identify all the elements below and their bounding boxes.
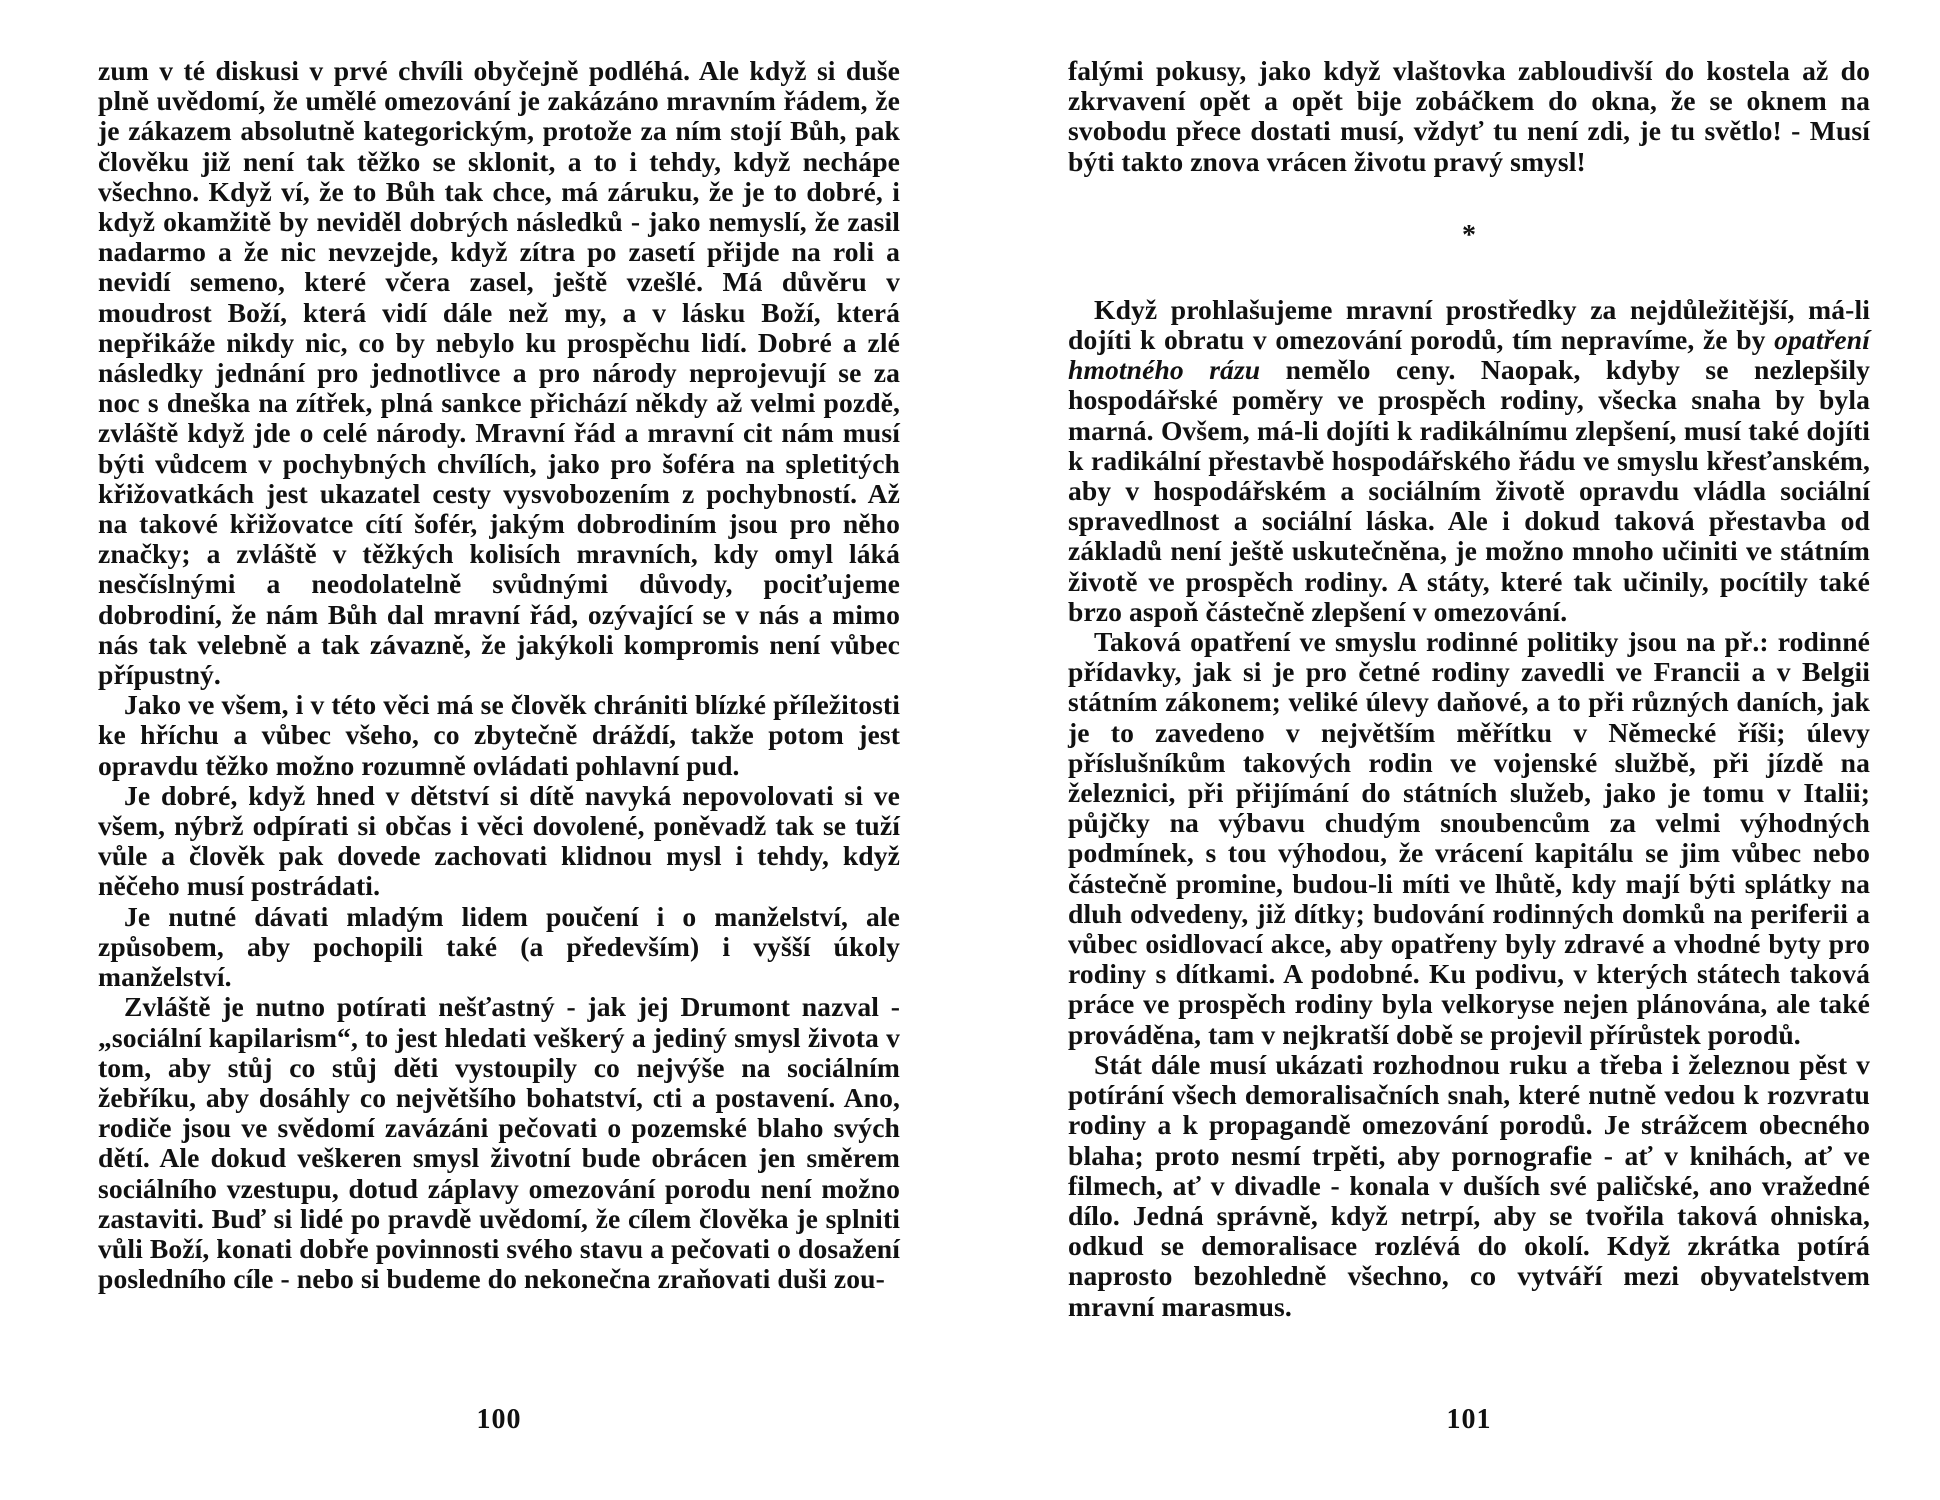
right-paragraph-1 <box>1068 295 1870 627</box>
left-paragraph-5: Zvláště je nutno potírati nešťastný - jak jej Drumont nazval - „sociální kapilarism“, to jest hledati veškerý a jediný smysl života v tom, aby stůj co stůj děti vystoupily co nejvýše na sociálním žebříku, aby dosáhly co největšího bohatství, cti a postavení. Ano, rodiče jsou ve svědomí zavázáni pečovati o pozemské blaho svých dětí. Ale dokud veškeren smysl životní bude obrácen jen směrem sociálního vzestupu, dotud záplavy omezování porodu není možno zastaviti. Buď si lidé po pravdě uvědomí, že cílem člověka je splniti vůli Boží, konati dobře povinnosti svého stavu a pečovati o dosažení posledního cíle - nebo si budeme do nekonečna zraňovati duši zou- <box>98 991 900 1295</box>
right-page-text <box>1068 56 1870 1322</box>
right-paragraph-2: Taková opatření ve smyslu rodinné politiky jsou na př.: rodinné přídavky, jak si je pro četné rodiny zavedli ve Francii a v Belgii státním zákonem; veliké úlevy daňové, a to při různých daních, jak je to zavedeno v největším měřítku v Německé říši; úlevy příslušníkům takových rodin ve vojenské službě, při jízdě na železnici, při přijímání do státních služeb, jako je tomu v Italii; půjčky na výbavu chudým snoubencům za velmi výhodných podmínek, s tou výhodou, že vrácení kapitálu se jim vůbec nebo částečně promine, budou-li míti ve lhůtě, kdy mají býti splátky na dluh odvedeny, již dítky; budování rodinných domků na periferii a vůbec osidlovací akce, aby opatřeny byly zdravé a vhodné byty pro rodiny s dítkami. A podobné. Ku podivu, v kterých státech taková práce ve prospěch rodiny byla velkoryse nejen plánována, ale také prováděna, tam v nejkratší době se projevil přírůstek porodů. <box>1068 626 1870 1050</box>
left-paragraph-3: Je dobré, když hned v dětství si dítě navyká nepovolovati si ve všem, nýbrž odpírati si občas i věci dovolené, poněvadž tak se tuží vůle a člověk pak dovede zachovati klidnou mysl i tehdy, když něčeho musí postrádati. <box>98 779 900 902</box>
left-page <box>98 56 900 1456</box>
left-paragraph-1: zum v té diskusi v prvé chvíli obyčejně podléhá. Ale když si duše plně uvědomí, že umělé omezování je zakázáno mravním řádem, že je zákazem absolutně kategorickým, protože za ním stojí Bůh, pak člověku již není tak těžko se sklonit, a to i tehdy, když nechápe všechno. Když ví, že to Bůh tak chce, má záruku, že je to dobré, i když okamžitě by neviděl dobrých následků - jako nemyslí, že zasil nadarmo a že nic nevzejde, když zítra po zasetí přijde na roli a nevidí semeno, které včera zasel, ještě vzešlé. Má důvěru v moudrost Boží, která vidí dále než my, a v lásku Boží, která nepřikáže nikdy nic, co by nebylo ku prospěchu lidí. Dobré a zlé následky jednání pro jednotlivce a pro národy neprojevují se za noc s dneška na zítřek, plná sankce přichází někdy až velmi pozdě, zvláště když jde o celé národy. Mravní řád a mravní cit nám musí býti vůdcem v pochybných chvílích, jako pro šoféra na spletitých křižovatkách jest ukazatel cesty vysvobozením z pochybností. Až na takové křižovatce cítí šofér, jakým dobrodiním jsou pro něho značky; a zvláště v těžkých kolisích mravních, kdy omyl láká nesčíslnými a neodolatelně svůdnými důvody, pociťujeme dobrodiní, že nám Bůh dal mravní řád, ozývající se v nás a mimo nás tak velebně a tak závazně, že jakýkoli kompromis není vůbec přípustný. <box>98 55 900 691</box>
section-separator: * <box>1461 219 1477 251</box>
left-paragraph-2: Jako ve všem, i v této věci má se člověk chrániti blízké příležitosti ke hříchu a vůbec všeho, co zbytečně dráždí, takže potom jest opravdu těžko možno rozumně ovládati pohlavní pud. <box>98 689 900 781</box>
right-paragraph-3: Stát dále musí ukázati rozhodnou ruku a třeba i železnou pěst v potírání všech demoralisačních snah, které nutně vedou k rozvratu rodiny a k propagandě omezování porodů. Je strážcem obecného blaha; proto nesmí trpěti, aby pornografie - ať v knihách, ať ve filmech, ať v divadle - konala v duších své paličské, ano vražedné dílo. Jedná správně, když netrpí, aby se tvořila taková ohniska, odkud se demoralisace rozlévá do okolí. Když zkrátka potírá naprosto bezohledně všechno, co vytváří mezi obyvatelstvem mravní marasmus. <box>1068 1048 1870 1322</box>
right-paragraph-1-start: Když prohlašujeme mravní prostředky za nejdůležitější, má-li dojíti k obratu v omezování porodů, tím nepravíme, že by <box>1068 293 1870 356</box>
right-paragraph-top: falými pokusy, jako když vlaštovka zabloudivší do kostela až do zkrvavení opět a opět bije zobáčkem do okna, že se oknem na svobodu přece dostati musí, vždyť tu není zdi, je tu světlo! - Musí býti takto znova vrácen životu pravý smysl! <box>1068 55 1870 177</box>
left-paragraph-4: Je nutné dávati mladým lidem poučení i o manželství, ale způsobem, aby pochopili také (a především) i vyšší úkoly manželství. <box>98 900 900 993</box>
right-paragraph-1-italic: opatření hmotného rázu <box>1068 324 1870 386</box>
right-paragraph-1-end: nemělo ceny. Naopak, kdyby se nezlepšily hospodářské poměry ve prospěch rodiny, všecka snaha by byla marná. Ovšem, má-li dojíti k radikálnímu zlepšení, musí také dojíti k radikální přestavbě hospodářského řádu ve smyslu křesťanském, aby v hospodářském a sociálním životě opravdu vládla sociální spravedlnost a sociální láska. Ale i dokud taková přestavba od základů není ještě uskutečněna, je možno mnoho učiniti ve státním životě ve prospěch rodiny. A státy, které tak učinily, pocítily také brzo aspoň částečně zlepšení v omezování. <box>1068 354 1870 627</box>
page-number-left: 100 <box>476 1404 522 1435</box>
page-number-right: 101 <box>1446 1404 1492 1435</box>
left-page-text <box>98 56 900 1294</box>
right-page <box>1068 56 1870 1456</box>
